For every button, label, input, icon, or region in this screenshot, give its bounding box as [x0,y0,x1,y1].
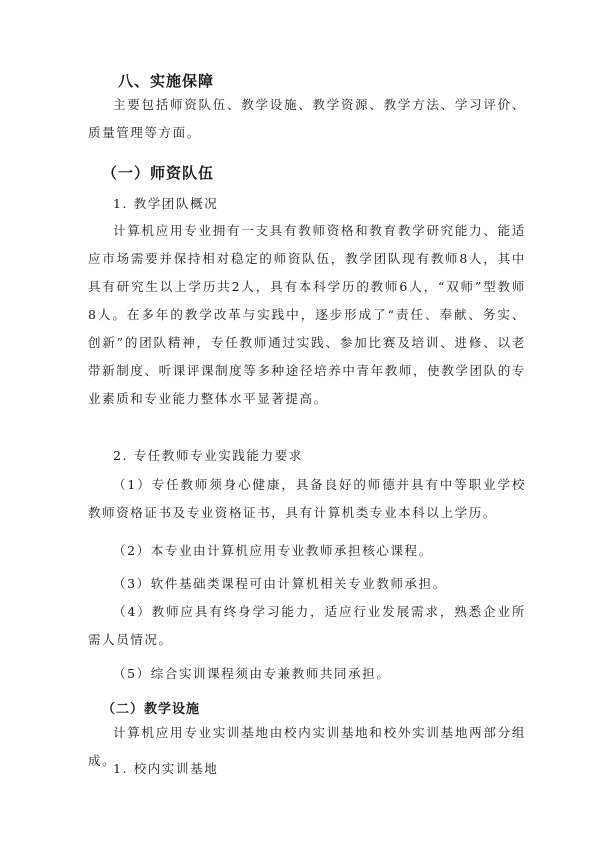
team-overview-heading: 1. 教学团队概况 [113,196,219,211]
teachers-heading: （一）师资队伍 [102,164,215,182]
practice-requirements-heading: 2. 专任教师专业实践能力要求 [113,448,303,463]
facilities-heading: （二）教学设施 [102,702,201,717]
team-overview-text: 计算机应用专业拥有一支具有教师资格和教育教学研究能力、能适应市场需要并保持相对稳定的师资队伍，教学团队现有教师8人，其中具有研究生以上学历共2人，具有本科学历的教师6人，“双师”型教师8人。在多年的教学改革与实践中，逐步形成了“责任、奉献、务实、创新”的团队精神，专任教师通过实践、参加比赛及培训、进修、以老带新制度、听课评课制度等多种途径培养中青年教师，使教学团队的专业素质和专业能力整体水平显著提高。 [88,223,526,406]
section-title: 八、实施保障 [118,72,215,90]
campus-base-heading: 1. 校内实训基地 [113,761,219,776]
facilities-intro: 计算机应用专业实训基地由校内实训基地和校外实训基地两部分组成。 [88,725,526,768]
requirement-1: （1）专任教师须身心健康，具备良好的师德并具有中等职业学校教师资格证书及专业资格证书，具有计算机类专业本科以上学历。 [88,477,526,520]
requirement-4: （4）教师应具有终身学习能力，适应行业发展需求，熟悉企业所需人员情况。 [88,604,526,647]
section-intro: 主要包括师资队伍、教学设施、教学资源、教学方法、学习评价、质量管理等方面。 [88,97,526,140]
requirement-2: （2）本专业由计算机应用专业教师承担核心课程。 [113,543,433,558]
requirement-3: （3）软件基础类课程可由计算机相关专业教师承担。 [113,576,447,591]
requirement-5: （5）综合实训课程须由专兼教师共同承担。 [113,666,391,681]
